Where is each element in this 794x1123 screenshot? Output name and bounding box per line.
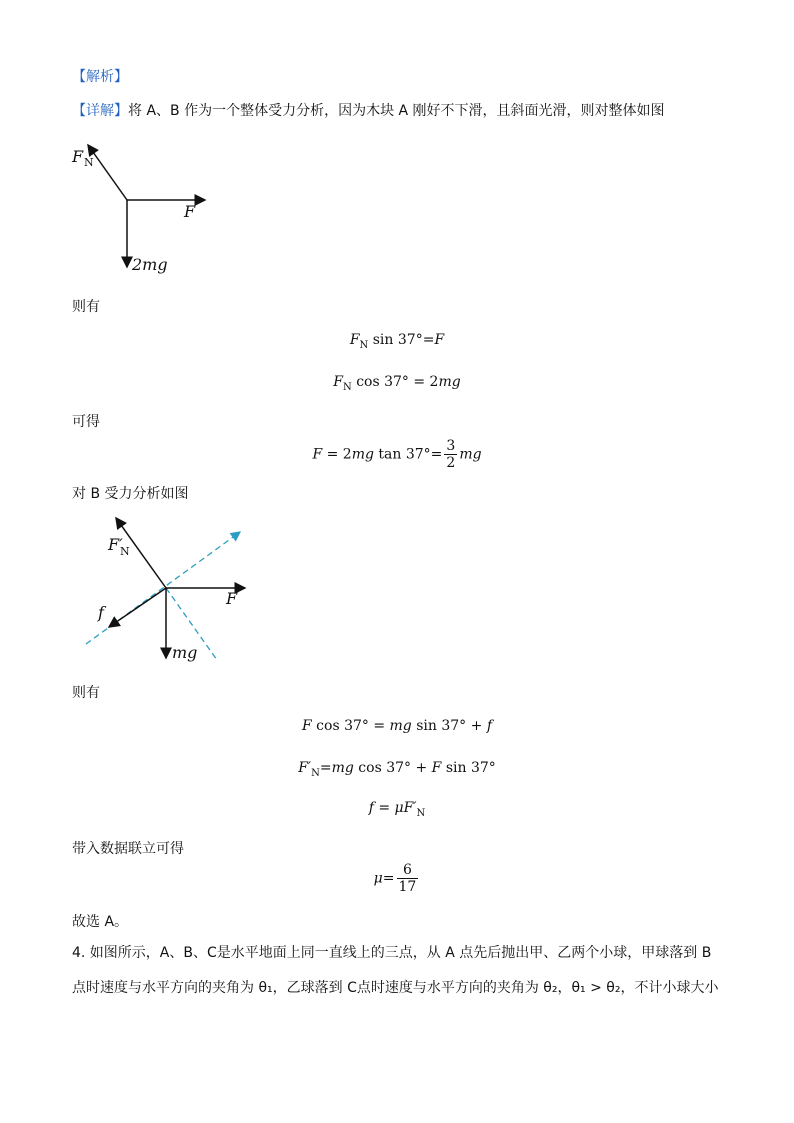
weight-b-label: mg xyxy=(172,643,198,662)
normal-force-arrow xyxy=(88,145,127,200)
fn-label: F xyxy=(72,147,84,166)
b-analysis-text: 对 B 受力分析如图 xyxy=(72,486,189,502)
friction-label: f xyxy=(98,603,104,622)
substitute-text: 带入数据联立可得 xyxy=(72,841,184,857)
force-diagram-b xyxy=(80,510,260,665)
equation-6: $f = \mu F'_N$ xyxy=(368,800,426,819)
fn-prime-sub-label: N xyxy=(120,545,130,558)
question4-line1: 4. 如图所示，A、B、C是水平地面上同一直线上的三点，从 A 点先后抛出甲、乙两个小球，甲球落到 B xyxy=(72,945,712,961)
equation-5: $F'_N=mg$ cos 37° + F sin 37° xyxy=(298,760,496,779)
equation-1: $F_N$ sin 37°=F xyxy=(349,332,445,351)
can-get-text: 可得 xyxy=(72,414,100,430)
section-heading: 【解析】 xyxy=(72,69,128,85)
detail-tag: 【详解】 xyxy=(72,103,128,119)
detail-text: 将 A、B 作为一个整体受力分析，因为木块 A 刚好不下滑，且斜面光滑，则对整体如图 xyxy=(128,103,665,119)
conclusion-text: 故选 A。 xyxy=(72,914,129,930)
then-text-1: 则有 xyxy=(72,299,100,315)
equation-4: F cos 37° = mg sin 37° + f xyxy=(302,718,492,734)
weight-label: 2mg xyxy=(132,255,168,274)
fn-prime-label: F′ xyxy=(108,535,123,554)
equation-2: $F_N$ cos 37° = 2mg xyxy=(333,374,461,393)
friction-arrow xyxy=(109,588,166,627)
detail-paragraph xyxy=(72,100,665,120)
fraction-3-2: $\frac{3}{2}$ xyxy=(446,438,456,471)
equation-7: μ= $\frac{6}{17}$ xyxy=(373,862,417,895)
then-text-2: 则有 xyxy=(72,685,100,701)
question4-line2: 点时速度与水平方向的夹角为 θ₁，乙球落到 C点时速度与水平方向的夹角为 θ₂，θ₁ > θ₂，不计小球大小 xyxy=(72,980,719,996)
fraction-6-17: $\frac{6}{17}$ xyxy=(398,862,417,895)
force-diagram-whole xyxy=(60,135,230,280)
f-b-label: F xyxy=(226,589,238,608)
fn-sub-label: N xyxy=(84,156,94,169)
equation-3: F = 2mg tan 37°= $\frac{3}{2}$ mg xyxy=(312,438,482,471)
f-label: F xyxy=(184,202,196,221)
